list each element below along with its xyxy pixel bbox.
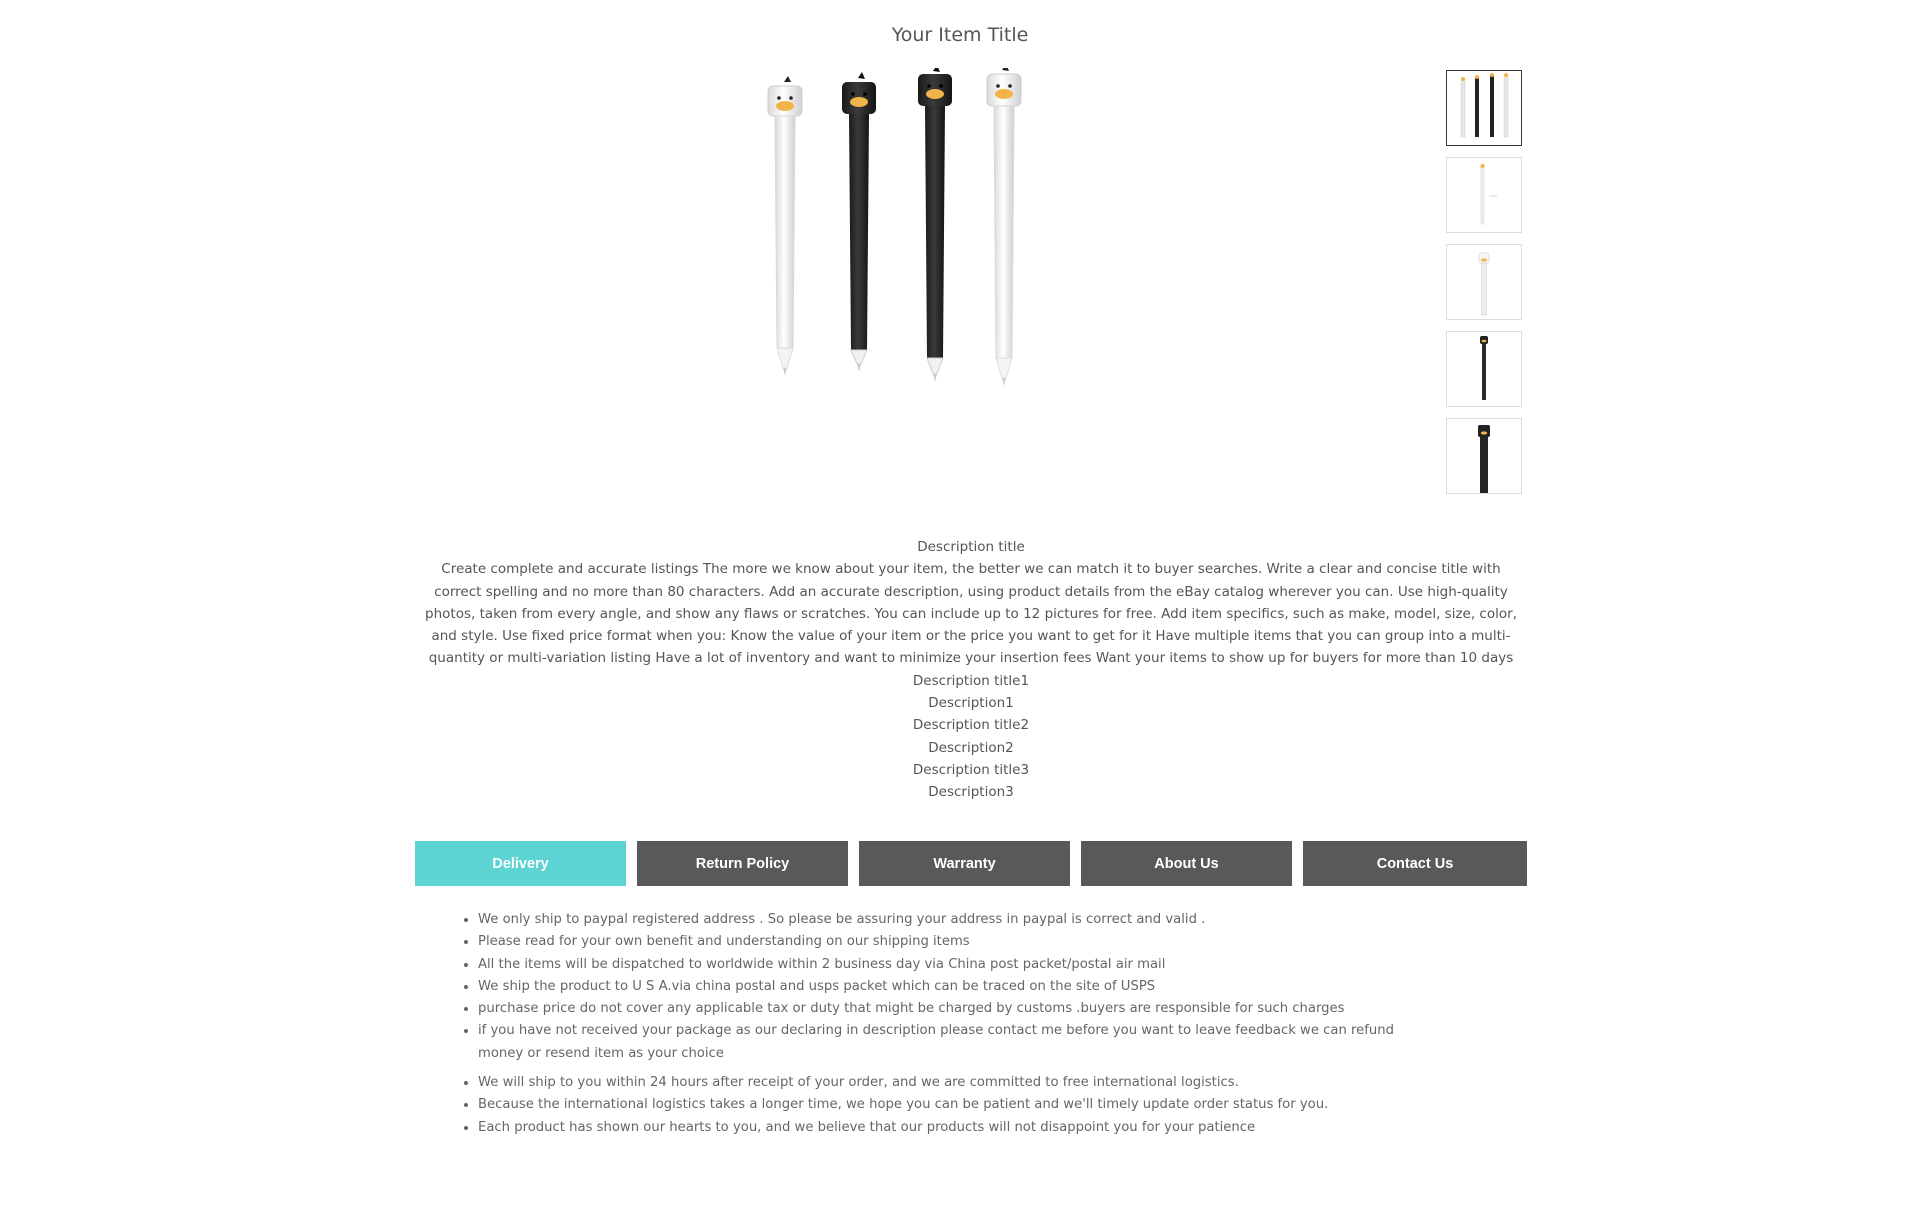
black-pencil-2	[918, 68, 952, 382]
description-section-text-1: Description1	[928, 695, 1014, 712]
description-section-title-2: Description title2	[912, 717, 1030, 734]
tab-return-policy[interactable]: Return Policy	[637, 841, 848, 886]
list-item: • Please read for your own benefit and understanding on our shipping items	[478, 931, 1460, 953]
thumbnail-4[interactable]	[1446, 331, 1522, 407]
white-pencil-1	[768, 76, 802, 376]
white-pencil-2	[987, 68, 1021, 386]
pencils-image	[740, 68, 1140, 488]
description-title: Description title	[917, 539, 1025, 555]
main-product-image[interactable]	[740, 68, 1140, 488]
description-section-text-2: Description2	[928, 739, 1014, 756]
description-section-title-1: Description title1	[912, 672, 1030, 689]
list-item: • if you have not received your package as our declaring in description please contact me before you want to leave feedback we can refund money or resend item as your choice	[478, 1020, 1460, 1065]
tab-warranty[interactable]: Warranty	[859, 841, 1070, 886]
list-item: • Each product has shown our hearts to you, and we believe that our products will not disappoint you for your patience	[478, 1117, 1460, 1139]
thumbnail-1[interactable]	[1446, 70, 1522, 146]
thumbnail-3[interactable]	[1446, 244, 1522, 320]
thumbnail-strip	[1446, 70, 1522, 505]
thumb-black-pencil-closeup-image	[1447, 419, 1521, 493]
list-item: • We will ship to you within 24 hours after receipt of your order, and we are committed to free international logistics.	[478, 1072, 1460, 1094]
thumb-black-pencil-image	[1447, 332, 1521, 406]
thumbnail-5[interactable]	[1446, 418, 1522, 494]
delivery-panel	[460, 909, 1460, 1139]
delivery-list-2	[460, 1072, 1460, 1139]
list-item: • purchase price do not cover any applicable tax or duty that might be charged by customs .buyers are responsible for such charges	[478, 998, 1460, 1020]
thumbnail-2[interactable]	[1446, 157, 1522, 233]
item-title: Your Item Title	[891, 24, 1029, 46]
description-section	[418, 536, 1524, 804]
info-tabs	[415, 841, 1527, 886]
thumb-all-pencils-image	[1447, 71, 1521, 145]
tab-delivery[interactable]: Delivery	[415, 841, 626, 886]
description-body: Create complete and accurate listings The more we know about your item, the better we can match it to buyer searches. Write a clear and concise title with correct spelling and no more than 80 characters. Add an accurate description, using product details from the eBay catalog wherever you can. Use high-quality photos, taken from every angle, and show any flaws or scratches. You can include up to 12 pictures for free. Add item specifics, such as make, model, size, color, and style. Use fixed price format when you: Know the value of your item or the price you want to get for it Have multiple items that you can group into a multi-quantity or multi-variation listing Have a lot of inventory and want to minimize your insertion fees Want your items to show up for buyers for more than 10 days	[425, 561, 1517, 667]
description-section-text-3: Description3	[928, 784, 1014, 801]
list-item: • Because the international logistics takes a longer time, we hope you can be patient and we'll timely update order status for you.	[478, 1094, 1460, 1116]
thumb-white-pencil-image	[1447, 245, 1521, 319]
delivery-list-1	[460, 909, 1460, 1065]
thumb-white-pencil-dimensions-image	[1447, 158, 1521, 232]
list-item: • We only ship to paypal registered address . So please be assuring your address in paypal is correct and valid .	[478, 909, 1460, 931]
tab-about-us[interactable]: About Us	[1081, 841, 1292, 886]
list-item: • We ship the product to U S A.via china postal and usps packet which can be traced on the site of USPS	[478, 976, 1460, 998]
tab-contact-us[interactable]: Contact Us	[1303, 841, 1527, 886]
black-pencil-1	[842, 72, 876, 372]
description-section-title-3: Description title3	[912, 761, 1030, 778]
list-item: • All the items will be dispatched to worldwide within 2 business day via China post packet/postal air mail	[478, 954, 1460, 976]
